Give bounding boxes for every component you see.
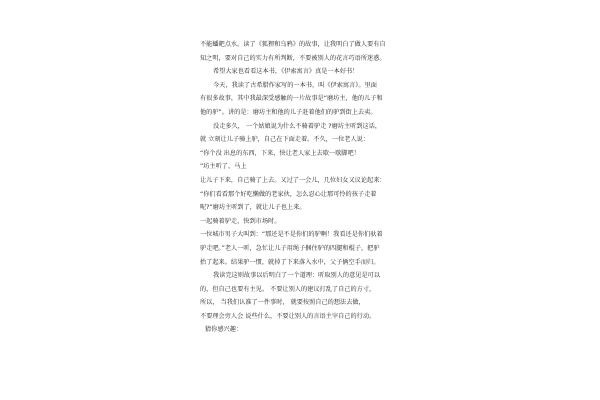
text-line: 今天，我读了古希腊作家写的一本书，叫《伊索寓言》。里面 [213, 81, 377, 89]
text-line: ”坊主听了，马上 [200, 163, 247, 171]
text-line: 呢?”磨坊主听到了，就让儿子也上来。 [200, 204, 306, 212]
text-line: 一起骑着驴走，快到市场时。 [200, 217, 281, 225]
text-line: “你个没 出息的东西，下来，快让老人家上去歇一歇脚吧！ [200, 149, 360, 157]
text-line: 不要理会旁人会 说些什么，不要让别人的言语主宰自己的行动。 [200, 312, 376, 320]
text-line: 一位城市男子大叫到：“那还是不是你们的驴啊！我看还是你们驮着 [200, 231, 383, 239]
text-line: 希望大家也看看这本书，《伊索寓言》真是一本好书！ [213, 68, 359, 76]
related-heading: 猜你感兴趣： [205, 326, 243, 334]
text-line: 他的驴”。讲的是：磨坊主和他的儿子赶着他们的驴到街上去卖。 [200, 108, 377, 116]
text-line: 我读完这则故事以后明白了一个道理：听取别人的意见是可以 [213, 272, 381, 280]
text-line: 有很多故事，其中我最深受感触的一片故事是“磨坊主，他的儿子和 [200, 95, 383, 103]
text-line: 就 立刻让儿子骑上驴，自己在下面走着。不久，一位老人说： [200, 136, 370, 144]
text-line: 知之明，要对自己的实力有所判断，不要被别人的花言巧语所迷惑。 [200, 54, 386, 62]
text-line: 驴走吧。”老人一听，急忙让儿子用绳子捆住驴的四腿和棍子，把驴 [200, 244, 380, 252]
text-line: 抬了起来。结果驴一惯，就掉了下来落入水中，父子俩空手而归。 [200, 258, 380, 266]
article-body [200, 38, 435, 337]
text-line: 没走多久， 一个姑娘说为什么不骑着驴走 ?磨坊主听到这话， [213, 122, 382, 130]
text-line: 的，但自己也要有主见。 不要让别人的建议打乱了自己的方寸， [200, 285, 376, 293]
text-line: 让儿子下来，自己骑了上去。又过了一会儿，几位妇女又议论起来： [200, 176, 386, 184]
text-line: 所以， 当我们认准了一件事时， 就要按照自己的想法去做， [200, 299, 365, 307]
text-line: 不能蟠耙点水。读了《狐狸和乌鸦》的故事，让我明白了做人要有自 [200, 41, 386, 48]
text-line: “你们看看那个好吃懒做的老家伙，怎么忍心让那可怜的孩子走着 [200, 190, 377, 198]
